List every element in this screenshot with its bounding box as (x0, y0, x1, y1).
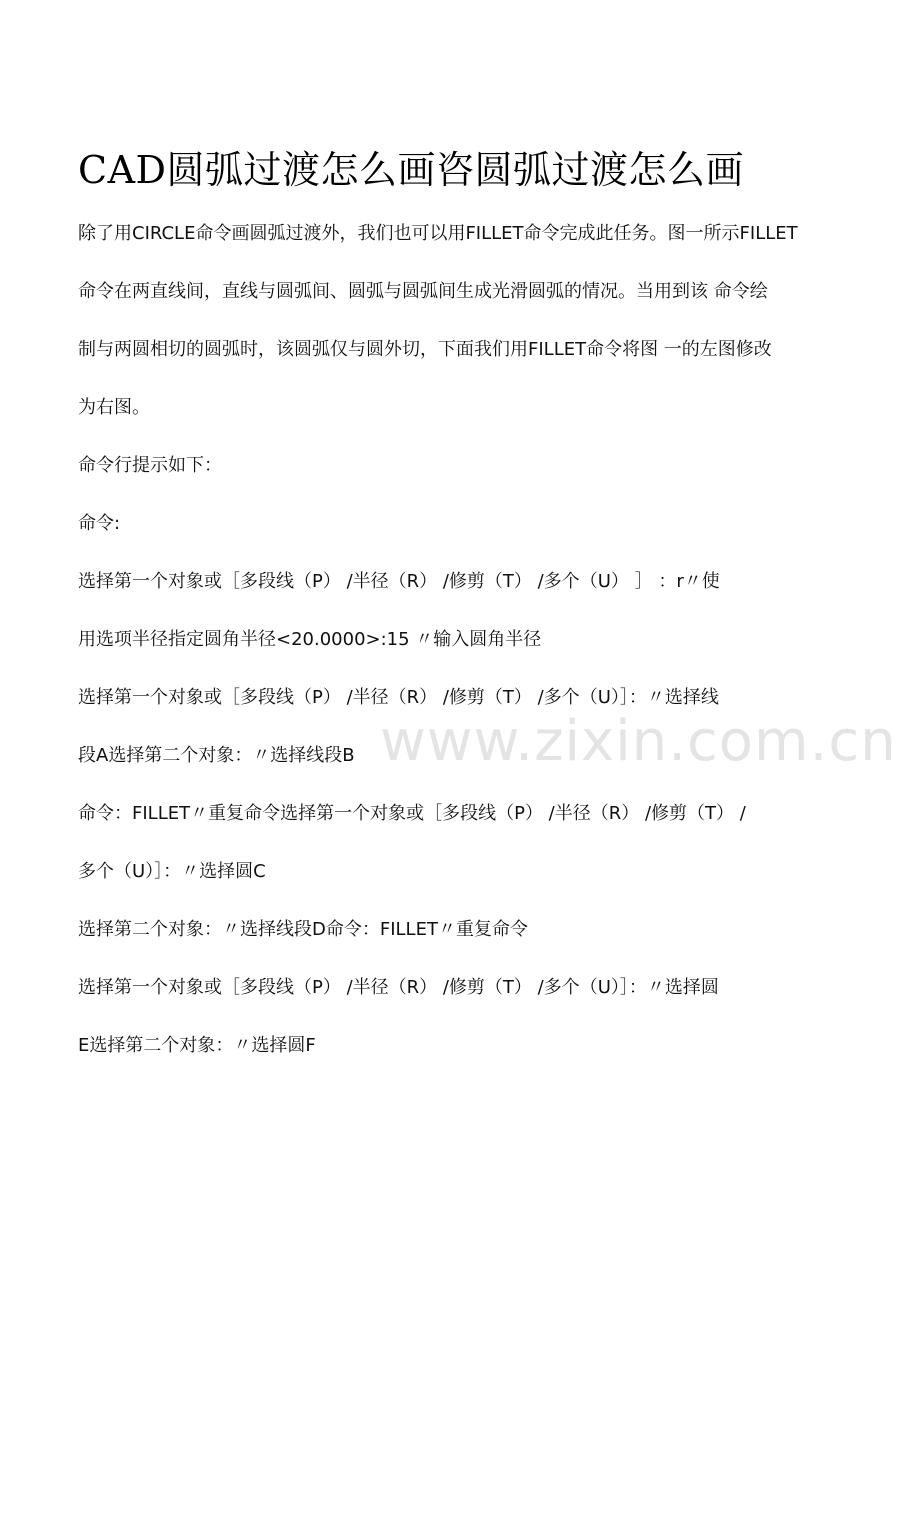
document-body (78, 205, 846, 1075)
body-line: 命令: (78, 513, 121, 534)
body-line: 多个（U）］：〃选择圆C (78, 861, 266, 882)
body-line: 命令行提示如下： (78, 455, 222, 476)
body-line: 选择第一个对象或［多段线（P） /半径（R） /修剪（T） /多个（U）］：〃选择线 (78, 687, 719, 708)
body-line: 段A选择第二个对象：〃选择线段B (78, 745, 355, 766)
body-line: 除了用CIRCLE命令画圆弧过渡外，我们也可以用FILLET命令完成此任务。图一所示FILLET (78, 223, 798, 244)
body-line: 制与两圆相切的圆弧时，该圆弧仅与圆外切，下面我们用FILLET命令将图 一的左图修改 (78, 339, 772, 360)
body-line: 命令在两直线间，直线与圆弧间、圆弧与圆弧间生成光滑圆弧的情况。当用到该 命令绘 (78, 281, 768, 302)
body-line: E选择第二个对象：〃选择圆F (78, 1035, 316, 1056)
body-line: 选择第一个对象或［多段线（P） /半径（R） /修剪（T） /多个（U） ］ ：r〃使 (78, 571, 720, 592)
body-line: 命令：FILLET〃重复命令选择第一个对象或［多段线（P） /半径（R） /修剪（T） / (78, 803, 746, 824)
watermark: www.zixin.com.cn (380, 709, 897, 774)
body-line: 选择第二个对象：〃选择线段D命令：FILLET〃重复命令 (78, 919, 528, 940)
body-line: 用选项半径指定圆角半径<20.0000>:15 〃输入圆角半径 (78, 629, 542, 650)
body-line: 选择第一个对象或［多段线（P） /半径（R） /修剪（T） /多个（U）］：〃选择圆 (78, 977, 719, 998)
document-title: CAD圆弧过渡怎么画咨圆弧过渡怎么画 (78, 148, 744, 192)
body-line: 为右图。 (78, 397, 150, 418)
